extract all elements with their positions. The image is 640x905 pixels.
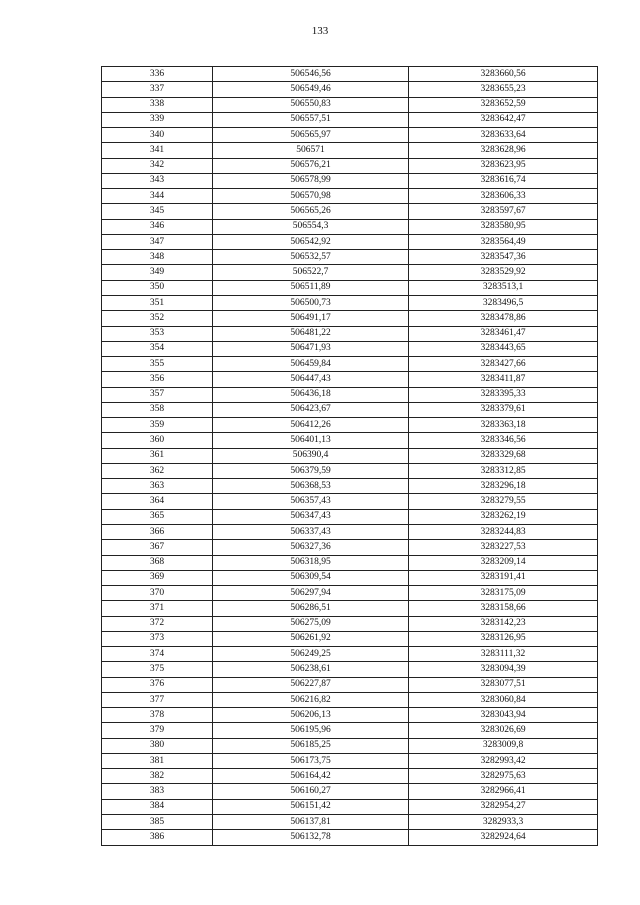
y-coordinate-cell: 3283262,19 [409,509,598,524]
table-row [102,67,598,82]
table-row [102,555,598,570]
point-number-cell: 378 [102,708,213,723]
table-row [102,295,598,310]
point-number-cell: 360 [102,433,213,448]
coordinates-table-container [101,66,597,846]
x-coordinate-cell: 506576,21 [213,158,409,173]
point-number-cell: 379 [102,723,213,738]
y-coordinate-cell: 3282933,3 [409,815,598,830]
table-row [102,204,598,219]
table-row [102,799,598,814]
table-row [102,677,598,692]
x-coordinate-cell: 506565,97 [213,128,409,143]
point-number-cell: 352 [102,311,213,326]
point-number-cell: 384 [102,799,213,814]
point-number-cell: 353 [102,326,213,341]
table-row [102,692,598,707]
point-number-cell: 337 [102,82,213,97]
table-row [102,769,598,784]
y-coordinate-cell: 3283606,33 [409,189,598,204]
point-number-cell: 354 [102,341,213,356]
x-coordinate-cell: 506318,95 [213,555,409,570]
y-coordinate-cell: 3283395,33 [409,387,598,402]
x-coordinate-cell: 506309,54 [213,570,409,585]
table-row [102,479,598,494]
table-row [102,97,598,112]
table-row [102,189,598,204]
point-number-cell: 339 [102,112,213,127]
x-coordinate-cell: 506511,89 [213,280,409,295]
table-row [102,372,598,387]
x-coordinate-cell: 506261,92 [213,631,409,646]
table-row [102,601,598,616]
y-coordinate-cell: 3283312,85 [409,463,598,478]
table-row [102,662,598,677]
table-row [102,830,598,845]
table-row [102,402,598,417]
table-row [102,524,598,539]
coordinates-table [101,66,598,846]
point-number-cell: 380 [102,738,213,753]
y-coordinate-cell: 3283026,69 [409,723,598,738]
x-coordinate-cell: 506557,51 [213,112,409,127]
x-coordinate-cell: 506565,26 [213,204,409,219]
y-coordinate-cell: 3283191,41 [409,570,598,585]
point-number-cell: 371 [102,601,213,616]
table-row [102,112,598,127]
x-coordinate-cell: 506337,43 [213,524,409,539]
y-coordinate-cell: 3283244,83 [409,524,598,539]
table-row [102,128,598,143]
x-coordinate-cell: 506227,87 [213,677,409,692]
point-number-cell: 347 [102,234,213,249]
x-coordinate-cell: 506137,81 [213,815,409,830]
point-number-cell: 340 [102,128,213,143]
point-number-cell: 374 [102,647,213,662]
y-coordinate-cell: 3283009,8 [409,738,598,753]
table-row [102,341,598,356]
table-row [102,357,598,372]
table-row [102,448,598,463]
x-coordinate-cell: 506436,18 [213,387,409,402]
x-coordinate-cell: 506216,82 [213,692,409,707]
x-coordinate-cell: 506481,22 [213,326,409,341]
y-coordinate-cell: 3283623,95 [409,158,598,173]
x-coordinate-cell: 506401,13 [213,433,409,448]
point-number-cell: 346 [102,219,213,234]
y-coordinate-cell: 3283496,5 [409,295,598,310]
y-coordinate-cell: 3283461,47 [409,326,598,341]
table-row [102,815,598,830]
point-number-cell: 368 [102,555,213,570]
x-coordinate-cell: 506554,3 [213,219,409,234]
table-row [102,570,598,585]
x-coordinate-cell: 506570,98 [213,189,409,204]
y-coordinate-cell: 3283158,66 [409,601,598,616]
point-number-cell: 345 [102,204,213,219]
table-row [102,540,598,555]
y-coordinate-cell: 3282954,27 [409,799,598,814]
point-number-cell: 366 [102,524,213,539]
x-coordinate-cell: 506491,17 [213,311,409,326]
x-coordinate-cell: 506297,94 [213,586,409,601]
table-row [102,280,598,295]
point-number-cell: 383 [102,784,213,799]
table-row [102,250,598,265]
table-row [102,616,598,631]
x-coordinate-cell: 506185,25 [213,738,409,753]
y-coordinate-cell: 3283060,84 [409,692,598,707]
x-coordinate-cell: 506532,57 [213,250,409,265]
x-coordinate-cell: 506206,13 [213,708,409,723]
point-number-cell: 370 [102,586,213,601]
y-coordinate-cell: 3283513,1 [409,280,598,295]
point-number-cell: 385 [102,815,213,830]
y-coordinate-cell: 3283616,74 [409,173,598,188]
y-coordinate-cell: 3283227,53 [409,540,598,555]
point-number-cell: 377 [102,692,213,707]
table-row [102,631,598,646]
x-coordinate-cell: 506249,25 [213,647,409,662]
y-coordinate-cell: 3283279,55 [409,494,598,509]
y-coordinate-cell: 3283142,23 [409,616,598,631]
x-coordinate-cell: 506459,84 [213,357,409,372]
point-number-cell: 342 [102,158,213,173]
y-coordinate-cell: 3283529,92 [409,265,598,280]
y-coordinate-cell: 3283580,95 [409,219,598,234]
table-row [102,647,598,662]
table-row [102,173,598,188]
point-number-cell: 381 [102,753,213,768]
x-coordinate-cell: 506546,56 [213,67,409,82]
point-number-cell: 349 [102,265,213,280]
point-number-cell: 336 [102,67,213,82]
x-coordinate-cell: 506423,67 [213,402,409,417]
x-coordinate-cell: 506164,42 [213,769,409,784]
x-coordinate-cell: 506550,83 [213,97,409,112]
point-number-cell: 343 [102,173,213,188]
x-coordinate-cell: 506549,46 [213,82,409,97]
point-number-cell: 376 [102,677,213,692]
table-row [102,158,598,173]
table-row [102,82,598,97]
y-coordinate-cell: 3283043,94 [409,708,598,723]
table-row [102,433,598,448]
y-coordinate-cell: 3283175,09 [409,586,598,601]
x-coordinate-cell: 506347,43 [213,509,409,524]
x-coordinate-cell: 506542,92 [213,234,409,249]
x-coordinate-cell: 506379,59 [213,463,409,478]
y-coordinate-cell: 3283642,47 [409,112,598,127]
x-coordinate-cell: 506327,36 [213,540,409,555]
x-coordinate-cell: 506151,42 [213,799,409,814]
table-row [102,509,598,524]
y-coordinate-cell: 3283660,56 [409,67,598,82]
y-coordinate-cell: 3283564,49 [409,234,598,249]
y-coordinate-cell: 3283628,96 [409,143,598,158]
table-row [102,143,598,158]
point-number-cell: 363 [102,479,213,494]
y-coordinate-cell: 3283077,51 [409,677,598,692]
x-coordinate-cell: 506160,27 [213,784,409,799]
y-coordinate-cell: 3283111,32 [409,647,598,662]
point-number-cell: 341 [102,143,213,158]
x-coordinate-cell: 506390,4 [213,448,409,463]
point-number-cell: 338 [102,97,213,112]
point-number-cell: 344 [102,189,213,204]
x-coordinate-cell: 506471,93 [213,341,409,356]
table-row [102,494,598,509]
point-number-cell: 350 [102,280,213,295]
point-number-cell: 362 [102,463,213,478]
table-row [102,753,598,768]
table-row [102,463,598,478]
y-coordinate-cell: 3283427,66 [409,357,598,372]
point-number-cell: 373 [102,631,213,646]
table-row [102,586,598,601]
table-row [102,326,598,341]
x-coordinate-cell: 506357,43 [213,494,409,509]
x-coordinate-cell: 506522,7 [213,265,409,280]
point-number-cell: 369 [102,570,213,585]
point-number-cell: 359 [102,418,213,433]
x-coordinate-cell: 506286,51 [213,601,409,616]
point-number-cell: 361 [102,448,213,463]
x-coordinate-cell: 506368,53 [213,479,409,494]
table-row [102,784,598,799]
point-number-cell: 351 [102,295,213,310]
point-number-cell: 357 [102,387,213,402]
point-number-cell: 348 [102,250,213,265]
y-coordinate-cell: 3283379,61 [409,402,598,417]
x-coordinate-cell: 506578,99 [213,173,409,188]
x-coordinate-cell: 506238,61 [213,662,409,677]
table-row [102,234,598,249]
y-coordinate-cell: 3282975,63 [409,769,598,784]
y-coordinate-cell: 3283094,39 [409,662,598,677]
table-row [102,708,598,723]
point-number-cell: 364 [102,494,213,509]
y-coordinate-cell: 3283597,67 [409,204,598,219]
y-coordinate-cell: 3283652,59 [409,97,598,112]
x-coordinate-cell: 506275,09 [213,616,409,631]
y-coordinate-cell: 3283363,18 [409,418,598,433]
table-row [102,219,598,234]
point-number-cell: 355 [102,357,213,372]
x-coordinate-cell: 506447,43 [213,372,409,387]
y-coordinate-cell: 3283209,14 [409,555,598,570]
y-coordinate-cell: 3283478,86 [409,311,598,326]
x-coordinate-cell: 506173,75 [213,753,409,768]
table-row [102,387,598,402]
point-number-cell: 382 [102,769,213,784]
point-number-cell: 365 [102,509,213,524]
x-coordinate-cell: 506132,78 [213,830,409,845]
y-coordinate-cell: 3283346,56 [409,433,598,448]
y-coordinate-cell: 3283547,36 [409,250,598,265]
x-coordinate-cell: 506500,73 [213,295,409,310]
y-coordinate-cell: 3283411,87 [409,372,598,387]
table-row [102,738,598,753]
point-number-cell: 358 [102,402,213,417]
y-coordinate-cell: 3283443,65 [409,341,598,356]
y-coordinate-cell: 3282924,64 [409,830,598,845]
point-number-cell: 367 [102,540,213,555]
page-number: 133 [311,25,329,37]
y-coordinate-cell: 3282993,42 [409,753,598,768]
point-number-cell: 375 [102,662,213,677]
x-coordinate-cell: 506195,96 [213,723,409,738]
table-body [102,67,598,846]
y-coordinate-cell: 3283329,68 [409,448,598,463]
y-coordinate-cell: 3283655,23 [409,82,598,97]
x-coordinate-cell: 506571 [213,143,409,158]
table-row [102,723,598,738]
point-number-cell: 356 [102,372,213,387]
y-coordinate-cell: 3283126,95 [409,631,598,646]
table-row [102,418,598,433]
y-coordinate-cell: 3283633,64 [409,128,598,143]
y-coordinate-cell: 3283296,18 [409,479,598,494]
point-number-cell: 372 [102,616,213,631]
point-number-cell: 386 [102,830,213,845]
table-row [102,265,598,280]
y-coordinate-cell: 3282966,41 [409,784,598,799]
x-coordinate-cell: 506412,26 [213,418,409,433]
table-row [102,311,598,326]
